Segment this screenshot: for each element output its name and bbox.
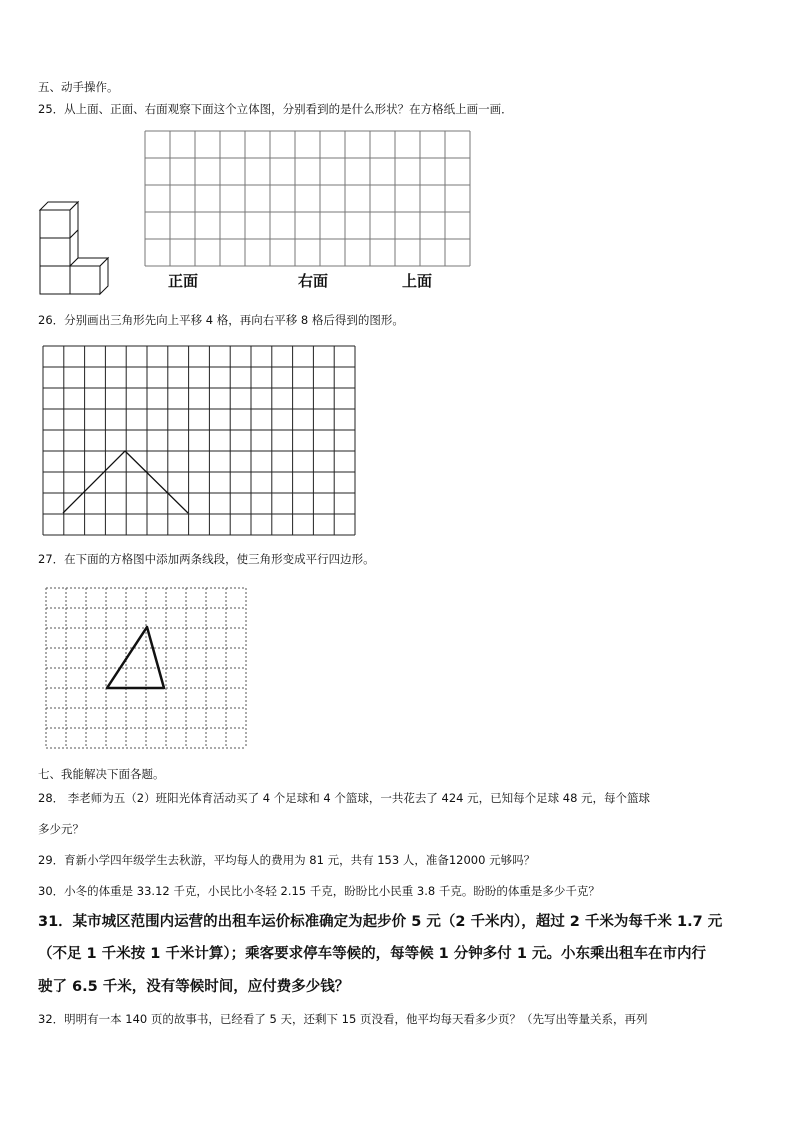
section-heading-7: 七、我能解决下面各题。 xyxy=(38,767,165,781)
question-31-line3: 驶了 6.5 千米，没有等候时间，应付费多少钱？ xyxy=(38,979,350,995)
question-27-text: 27．在下面的方格图中添加两条线段，使三角形变成平行四边形。 xyxy=(38,552,375,566)
question-25-text: 25．从上面、正面、右面观察下面这个立体图，分别看到的是什么形状？在方格纸上画一画． xyxy=(38,102,513,116)
question-29-text: 29．育新小学四年级学生去秋游，平均每人的费用为 81 元，共有 153 人，准备12000 元够吗？ xyxy=(38,853,536,867)
question-32-text: 32．明明有一本 140 页的故事书，已经看了 5 天，还剩下 15 页没看，他平均每天看多少页？（先写出等量关系，再列 xyxy=(38,1012,648,1026)
label-front: 正面 xyxy=(168,272,199,290)
question-28-line2: 多少元？ xyxy=(38,822,84,836)
question-31-line2: （不足 1 千米按 1 千米计算）；乘客要求停车等候的，每等候 1 分钟多付 1 元。小东乘出租车在市内行 xyxy=(38,946,706,962)
question-31-line1: 31．某市城区范围内运营的出租车运价标准确定为起步价 5 元（2 千米内），超过 2 千米为每千米 1.7 元 xyxy=(38,914,723,930)
triangle-q26 xyxy=(63,451,188,513)
label-right: 右面 xyxy=(298,272,329,290)
section-heading-5: 五、动手操作。 xyxy=(38,80,119,94)
dotted-grid-q27[interactable] xyxy=(44,586,248,750)
triangle-q27 xyxy=(107,627,164,688)
cube-stack-figure xyxy=(38,200,114,296)
question-30-text: 30．小冬的体重是 33.12 千克，小民比小冬轻 2.15 千克，盼盼比小民重 3.8 千克。盼盼的体重是多少千克？ xyxy=(38,884,600,898)
grid-q25[interactable] xyxy=(144,130,474,268)
label-top: 上面 xyxy=(402,272,433,290)
grid-q26[interactable] xyxy=(42,345,358,539)
question-26-text: 26．分别画出三角形先向上平移 4 格，再向右平移 8 格后得到的图形。 xyxy=(38,313,404,327)
question-28-line1: 28． 李老师为五（2）班阳光体育活动买了 4 个足球和 4 个篮球，一共花去了 424 元，已知每个足球 48 元，每个篮球 xyxy=(38,791,651,805)
